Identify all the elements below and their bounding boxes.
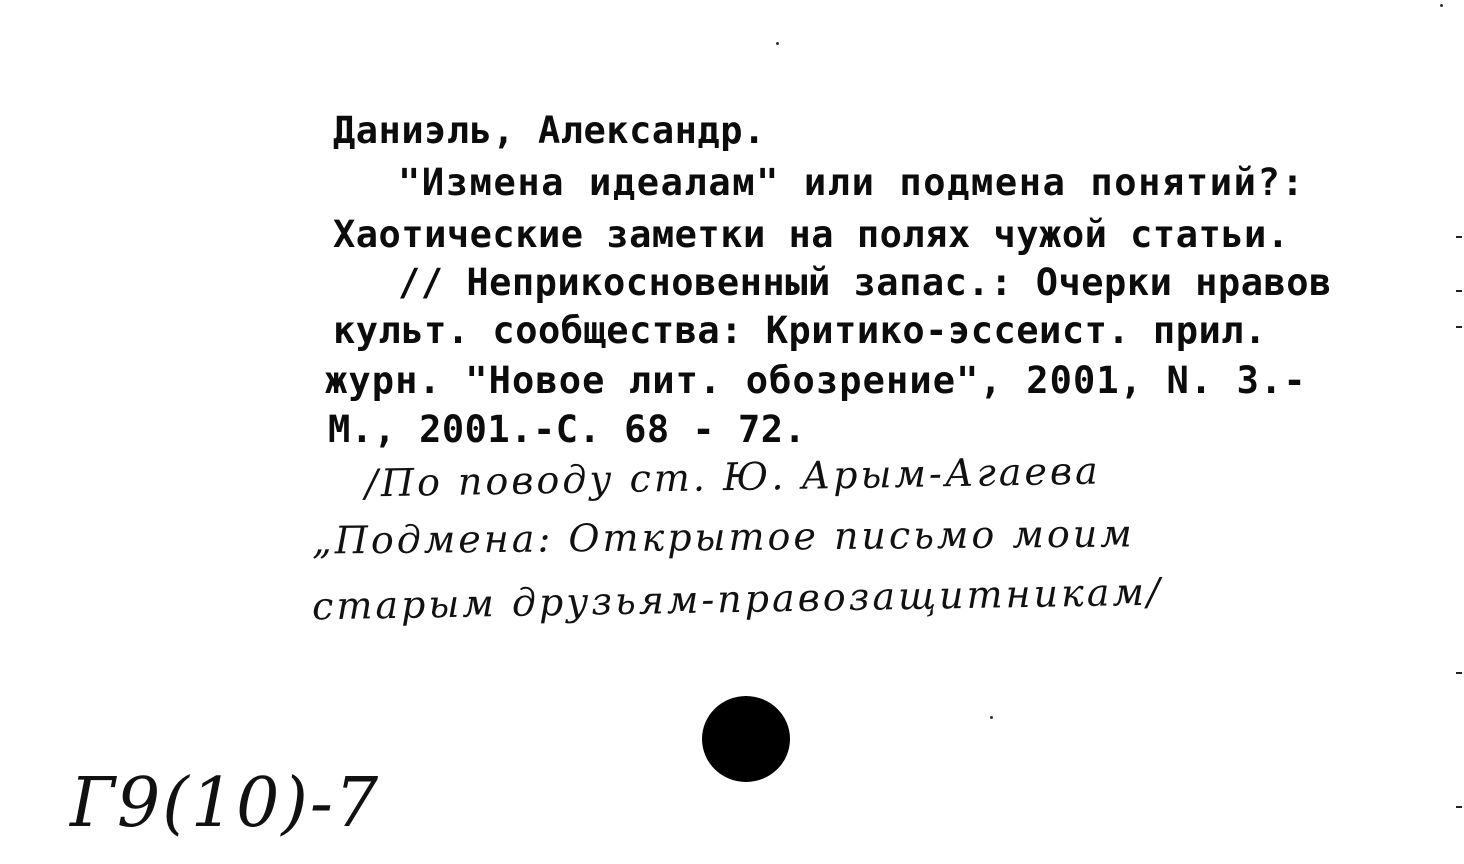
scan-edge-mark — [1456, 326, 1462, 328]
scan-edge-mark — [1456, 672, 1462, 674]
scan-edge-mark — [1456, 236, 1462, 238]
scan-edge-mark — [1456, 806, 1462, 808]
source-line-4: М., 2001.-С. 68 - 72. — [328, 408, 807, 451]
handwritten-note-line-1: /По поводу ст. Ю. Арым-Агаева — [364, 448, 1102, 506]
scan-speck — [776, 42, 779, 45]
author-line: Даниэль, Александр. — [333, 109, 766, 152]
scan-speck — [990, 716, 993, 719]
source-line-2: культ. сообщества: Критико-эссеист. прил. — [333, 309, 1267, 352]
handwritten-note-line-3: старым друзьям-правозащитникам/ — [311, 569, 1164, 629]
shelf-mark: Г9(10)-7 — [70, 764, 381, 843]
title-line-1: "Измена идеалам" или подмена понятий?: — [398, 161, 1306, 204]
scan-speck — [1440, 4, 1443, 7]
title-line-2: Хаотические заметки на полях чужой статьи. — [333, 213, 1290, 256]
handwritten-note-line-2: „Подмена: Открытое письмо моим — [311, 511, 1135, 563]
source-line-3: журн. "Новое лит. обозрение", 2001, N. 3.- — [325, 359, 1307, 402]
scan-edge-mark — [1456, 290, 1462, 292]
card-punch-hole — [702, 696, 790, 782]
source-line-1: // Неприкосновенный запас.: Очерки нравов — [398, 261, 1332, 304]
